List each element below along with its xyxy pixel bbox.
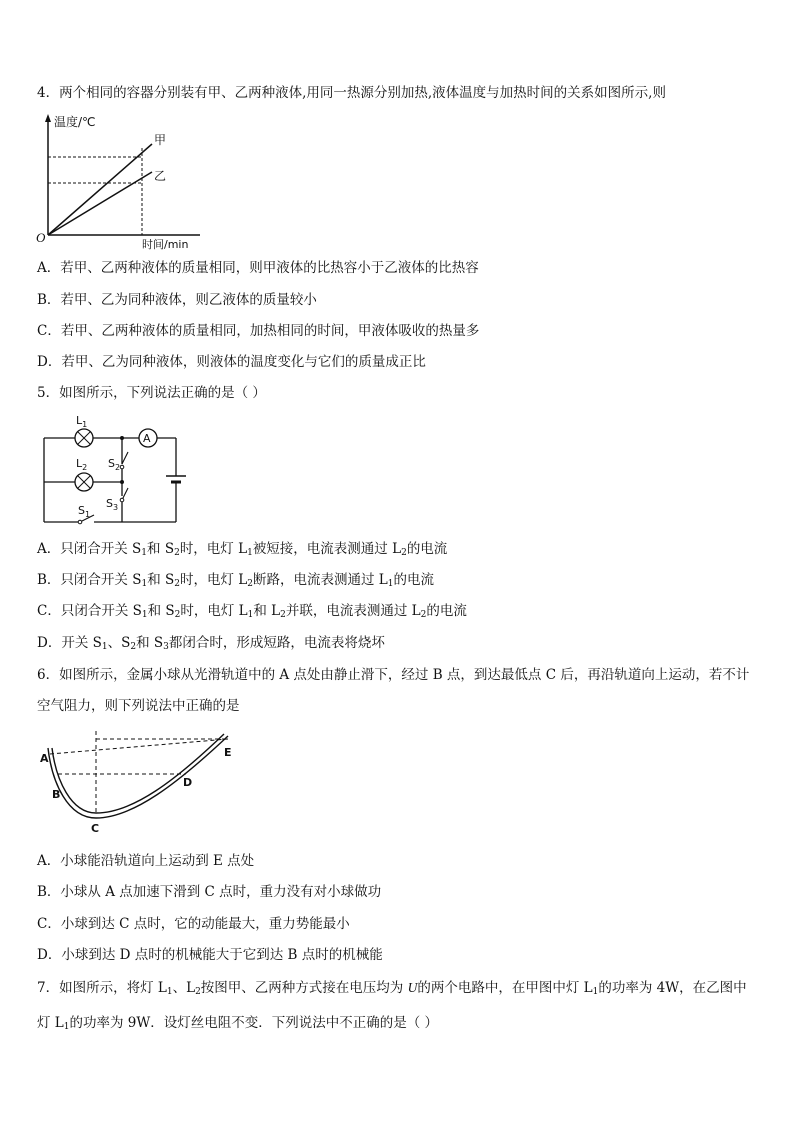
q4-option-c: C．若甲、乙两种液体的质量相同，加热相同的时间，甲液体吸收的热量多 [37,323,480,339]
q6-option-b: B．小球从 A 点加速下滑到 C 点时，重力没有对小球做功 [37,884,382,900]
graph-line-jia: 甲 [154,133,167,147]
graph-origin: O [36,230,46,245]
graph-x-label: 时间/min [142,238,189,251]
q4-option-b: B．若甲、乙为同种液体，则乙液体的质量较小 [37,292,317,308]
q4-option-a: A．若甲、乙两种液体的质量相同，则甲液体的比热容小于乙液体的比热容 [37,260,479,276]
q5-option-c: C．只闭合开关 $S_1$和 $S_2$时，电灯 $L_1$和 $L_2$并联，电流表测通过 $L_2$的电流 [37,603,467,620]
q5-option-a: A．只闭合开关 $S_1$和 $S_2$时，电灯 $L_1$被短接，电流表测通过 $L_2$的电流 [37,541,448,558]
point-d: D [183,776,193,789]
switch-s2-icon [122,452,128,464]
label-l2: $L_2$ [76,457,88,472]
q5-stem: 5．如图所示，下列说法正确的是（ ） [37,385,266,401]
q4-temperature-time-graph [30,110,210,250]
ammeter-label: A [143,432,151,445]
q4-stem: 4．两个相同的容器分别装有甲、乙两种液体,用同一热源分别加热,液体温度与加热时间的关系如图所示,则 [37,85,666,101]
label-s3: $S_3$ [106,497,119,512]
point-b: B [52,788,61,801]
q5-circuit-diagram [38,412,188,527]
q6-option-c: C．小球到达 C 点时，它的动能最大，重力势能最小 [37,916,350,932]
label-s1: $S_1$ [78,504,91,519]
q5-option-d: D．开关 $S_1$、$S_2$和 $S_3$都闭合时，形成短路，电流表将烧坏 [37,635,385,652]
q6-option-d: D．小球到达 D 点时的机械能大于它到达 B 点时的机械能 [37,947,383,963]
q6-track-diagram [38,728,238,838]
q4-option-d: D．若甲、乙为同种液体，则液体的温度变化与它们的质量成正比 [37,354,426,370]
graph-line-yi: 乙 [154,169,167,183]
q7-stem: 7．如图所示，将灯 $L_1$、$L_2$按图甲、乙两种方式接在电压均为 U的两个电路中，在甲图中灯 $L_1$的功率为 4W，在乙图中灯 $L_1$的功率为 9W．设灯丝电阻不变．下列说法中不正确的是（ ） [37,980,747,1032]
graph-y-label: 温度/℃ [54,115,96,129]
q6-option-a: A．小球能沿轨道向上运动到 E 点处 [37,853,255,869]
q6-stem: 6．如图所示，金属小球从光滑轨道中的 A 点处由静止滑下，经过 B 点，到达最低点 C 后，再沿轨道向上运动，若不计空气阻力，则下列说法中正确的是 [37,667,750,714]
point-c: C [91,822,100,835]
point-e: E [224,746,232,759]
point-a: A [40,752,49,765]
label-s2: $S_2$ [108,457,121,472]
label-l1: $L_1$ [76,414,88,429]
q5-option-b: B．只闭合开关 $S_1$和 $S_2$时，电灯 $L_2$断路，电流表测通过 $L_1$的电流 [37,572,434,589]
